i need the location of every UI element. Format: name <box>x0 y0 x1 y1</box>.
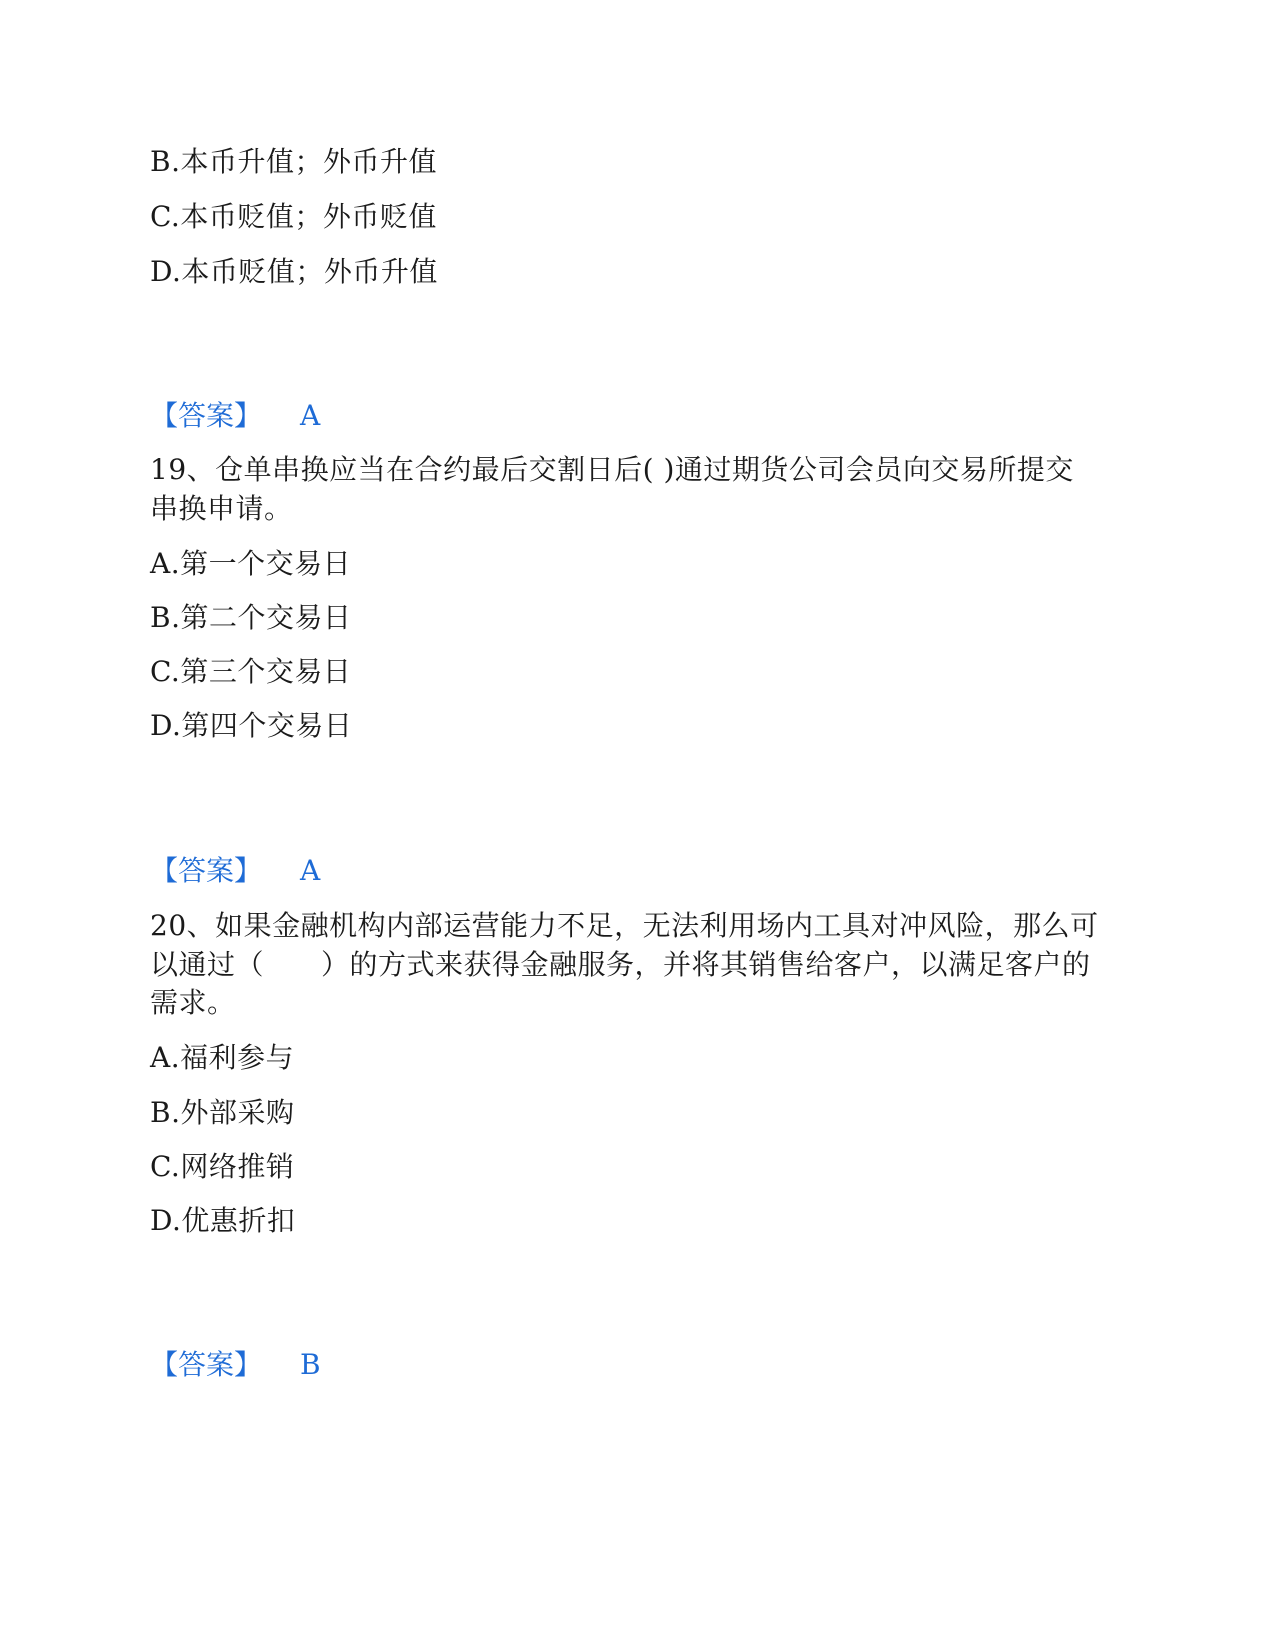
q19-option-c: C.第三个交易日 <box>150 655 352 688</box>
q19-option-d: D.第四个交易日 <box>150 709 353 742</box>
q18-option-d: D.本币贬值；外币升值 <box>150 255 438 288</box>
q20-question-line1: 20、如果金融机构内部运营能力不足，无法利用场内工具对冲风险，那么可 <box>150 909 1099 942</box>
answer-label: 【答案】 <box>150 399 263 432</box>
q20-answer <box>150 1345 321 1385</box>
answer-value: A <box>300 399 321 432</box>
q18-option-c: C.本币贬值；外币贬值 <box>150 200 437 233</box>
answer-value: A <box>300 854 321 887</box>
q20-question-line2: 以通过（ ）的方式来获得金融服务，并将其销售给客户，以满足客户的 <box>150 948 1091 981</box>
q20-option-d: D.优惠折扣 <box>150 1204 296 1237</box>
answer-value: B <box>300 1348 321 1381</box>
q20-option-a: A.福利参与 <box>150 1041 295 1074</box>
answer-label: 【答案】 <box>150 854 263 887</box>
q19-answer <box>150 851 320 891</box>
q20-option-b: B.外部采购 <box>150 1096 295 1129</box>
q18-option-b: B.本币升值；外币升值 <box>150 145 437 178</box>
q19-option-a: A.第一个交易日 <box>150 547 352 580</box>
q19-question-line1: 19、仓单串换应当在合约最后交割日后( )通过期货公司会员向交易所提交 <box>150 453 1074 486</box>
q19-option-b: B.第二个交易日 <box>150 601 352 634</box>
answer-label: 【答案】 <box>150 1348 263 1381</box>
q19-question-line2: 串换申请。 <box>150 492 293 525</box>
q20-question-line3: 需求。 <box>150 986 236 1019</box>
q20-option-c: C.网络推销 <box>150 1150 295 1183</box>
q18-answer <box>150 396 320 436</box>
